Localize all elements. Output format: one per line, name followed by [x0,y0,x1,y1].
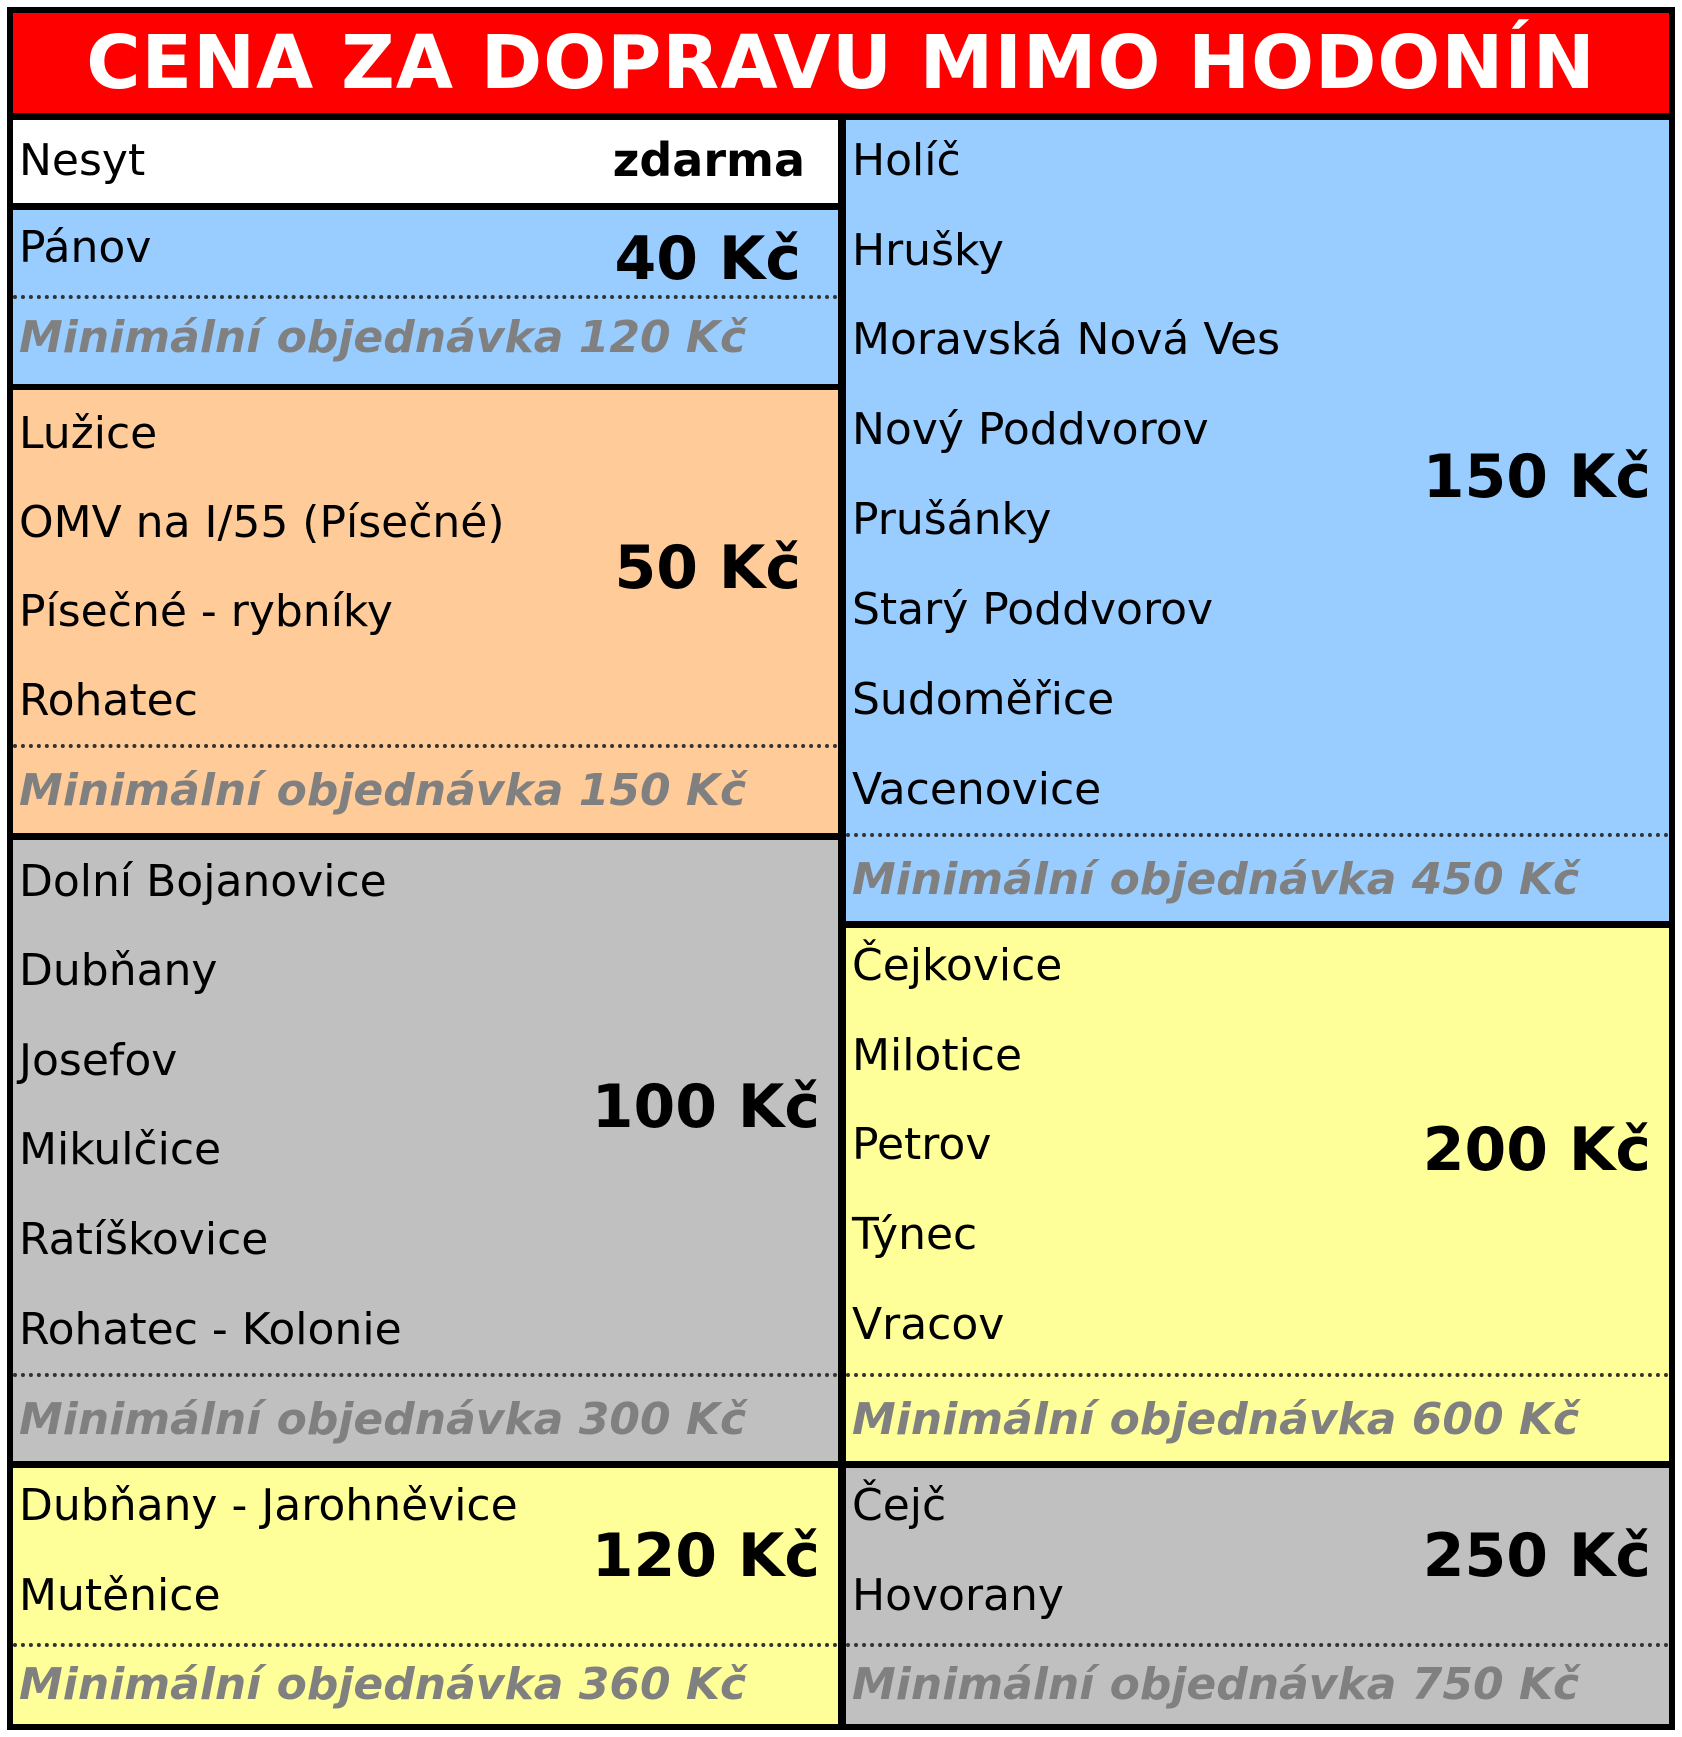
town-name: Týnec [852,1209,978,1260]
page-title: CENA ZA DOPRAVU MIMO HODONÍN [13,13,1669,113]
town-name: Mikulčice [19,1124,222,1175]
town-name: Sudoměřice [852,674,1115,725]
town-name: Hovorany [852,1570,1064,1621]
town-name: Čejč [852,1480,947,1531]
price-label: zdarma [612,133,805,187]
town-name: Rohatec - Kolonie [19,1304,402,1355]
zone-120 [13,1468,838,1724]
town-name: Rohatec [19,675,198,726]
town-name: Hrušky [852,225,1004,276]
town-name: Starý Poddvorov [852,584,1214,635]
price-label: 120 Kč [591,1521,820,1591]
price-label: 50 Kč [614,533,801,603]
town-name: Dubňany [19,945,218,996]
town-name: Vracov [852,1299,1005,1350]
minimum-order: Minimální objednávka 450 Kč [852,854,1580,905]
zone-150 [846,120,1669,921]
town-name: Písečné - rybníky [19,586,393,637]
town-name: Milotice [852,1030,1023,1081]
minimum-order: Minimální objednávka 750 Kč [852,1659,1580,1710]
town-name: Petrov [852,1119,992,1170]
minimum-order: Minimální objednávka 600 Kč [852,1394,1580,1445]
town-name: Josefov [19,1035,178,1086]
town-name: Čejkovice [852,940,1063,991]
town-name: Nový Poddvorov [852,404,1209,455]
town-name: Lužice [19,408,158,459]
price-label: 250 Kč [1422,1521,1651,1591]
price-label: 100 Kč [591,1072,820,1142]
minimum-order: Minimální objednávka 150 Kč [19,765,747,816]
price-label: 40 Kč [614,224,801,294]
town-name: Ratíškovice [19,1214,269,1265]
town-name: Dolní Bojanovice [19,856,387,907]
minimum-order: Minimální objednávka 300 Kč [19,1394,747,1445]
town-name: Mutěnice [19,1570,221,1621]
town-name: Vacenovice [852,764,1102,815]
price-label: 150 Kč [1422,442,1651,512]
zone-200 [846,928,1669,1461]
zone-40 [13,210,838,384]
town-name: Moravská Nová Ves [852,314,1281,365]
town-name: OMV na I/55 (Písečné) [19,497,505,548]
town-name: Dubňany - Jarohněvice [19,1480,518,1531]
town-name: Prušánky [852,494,1052,545]
minimum-order: Minimální objednávka 360 Kč [19,1659,747,1710]
zone-free [13,120,838,203]
zone-50 [13,390,838,833]
price-label: 200 Kč [1422,1115,1651,1185]
minimum-order: Minimální objednávka 120 Kč [19,312,747,363]
town-name: Pánov [19,222,152,273]
zone-250 [846,1468,1669,1724]
town-name: Nesyt [13,120,838,203]
zone-100 [13,840,838,1461]
town-name: Holíč [852,135,961,186]
